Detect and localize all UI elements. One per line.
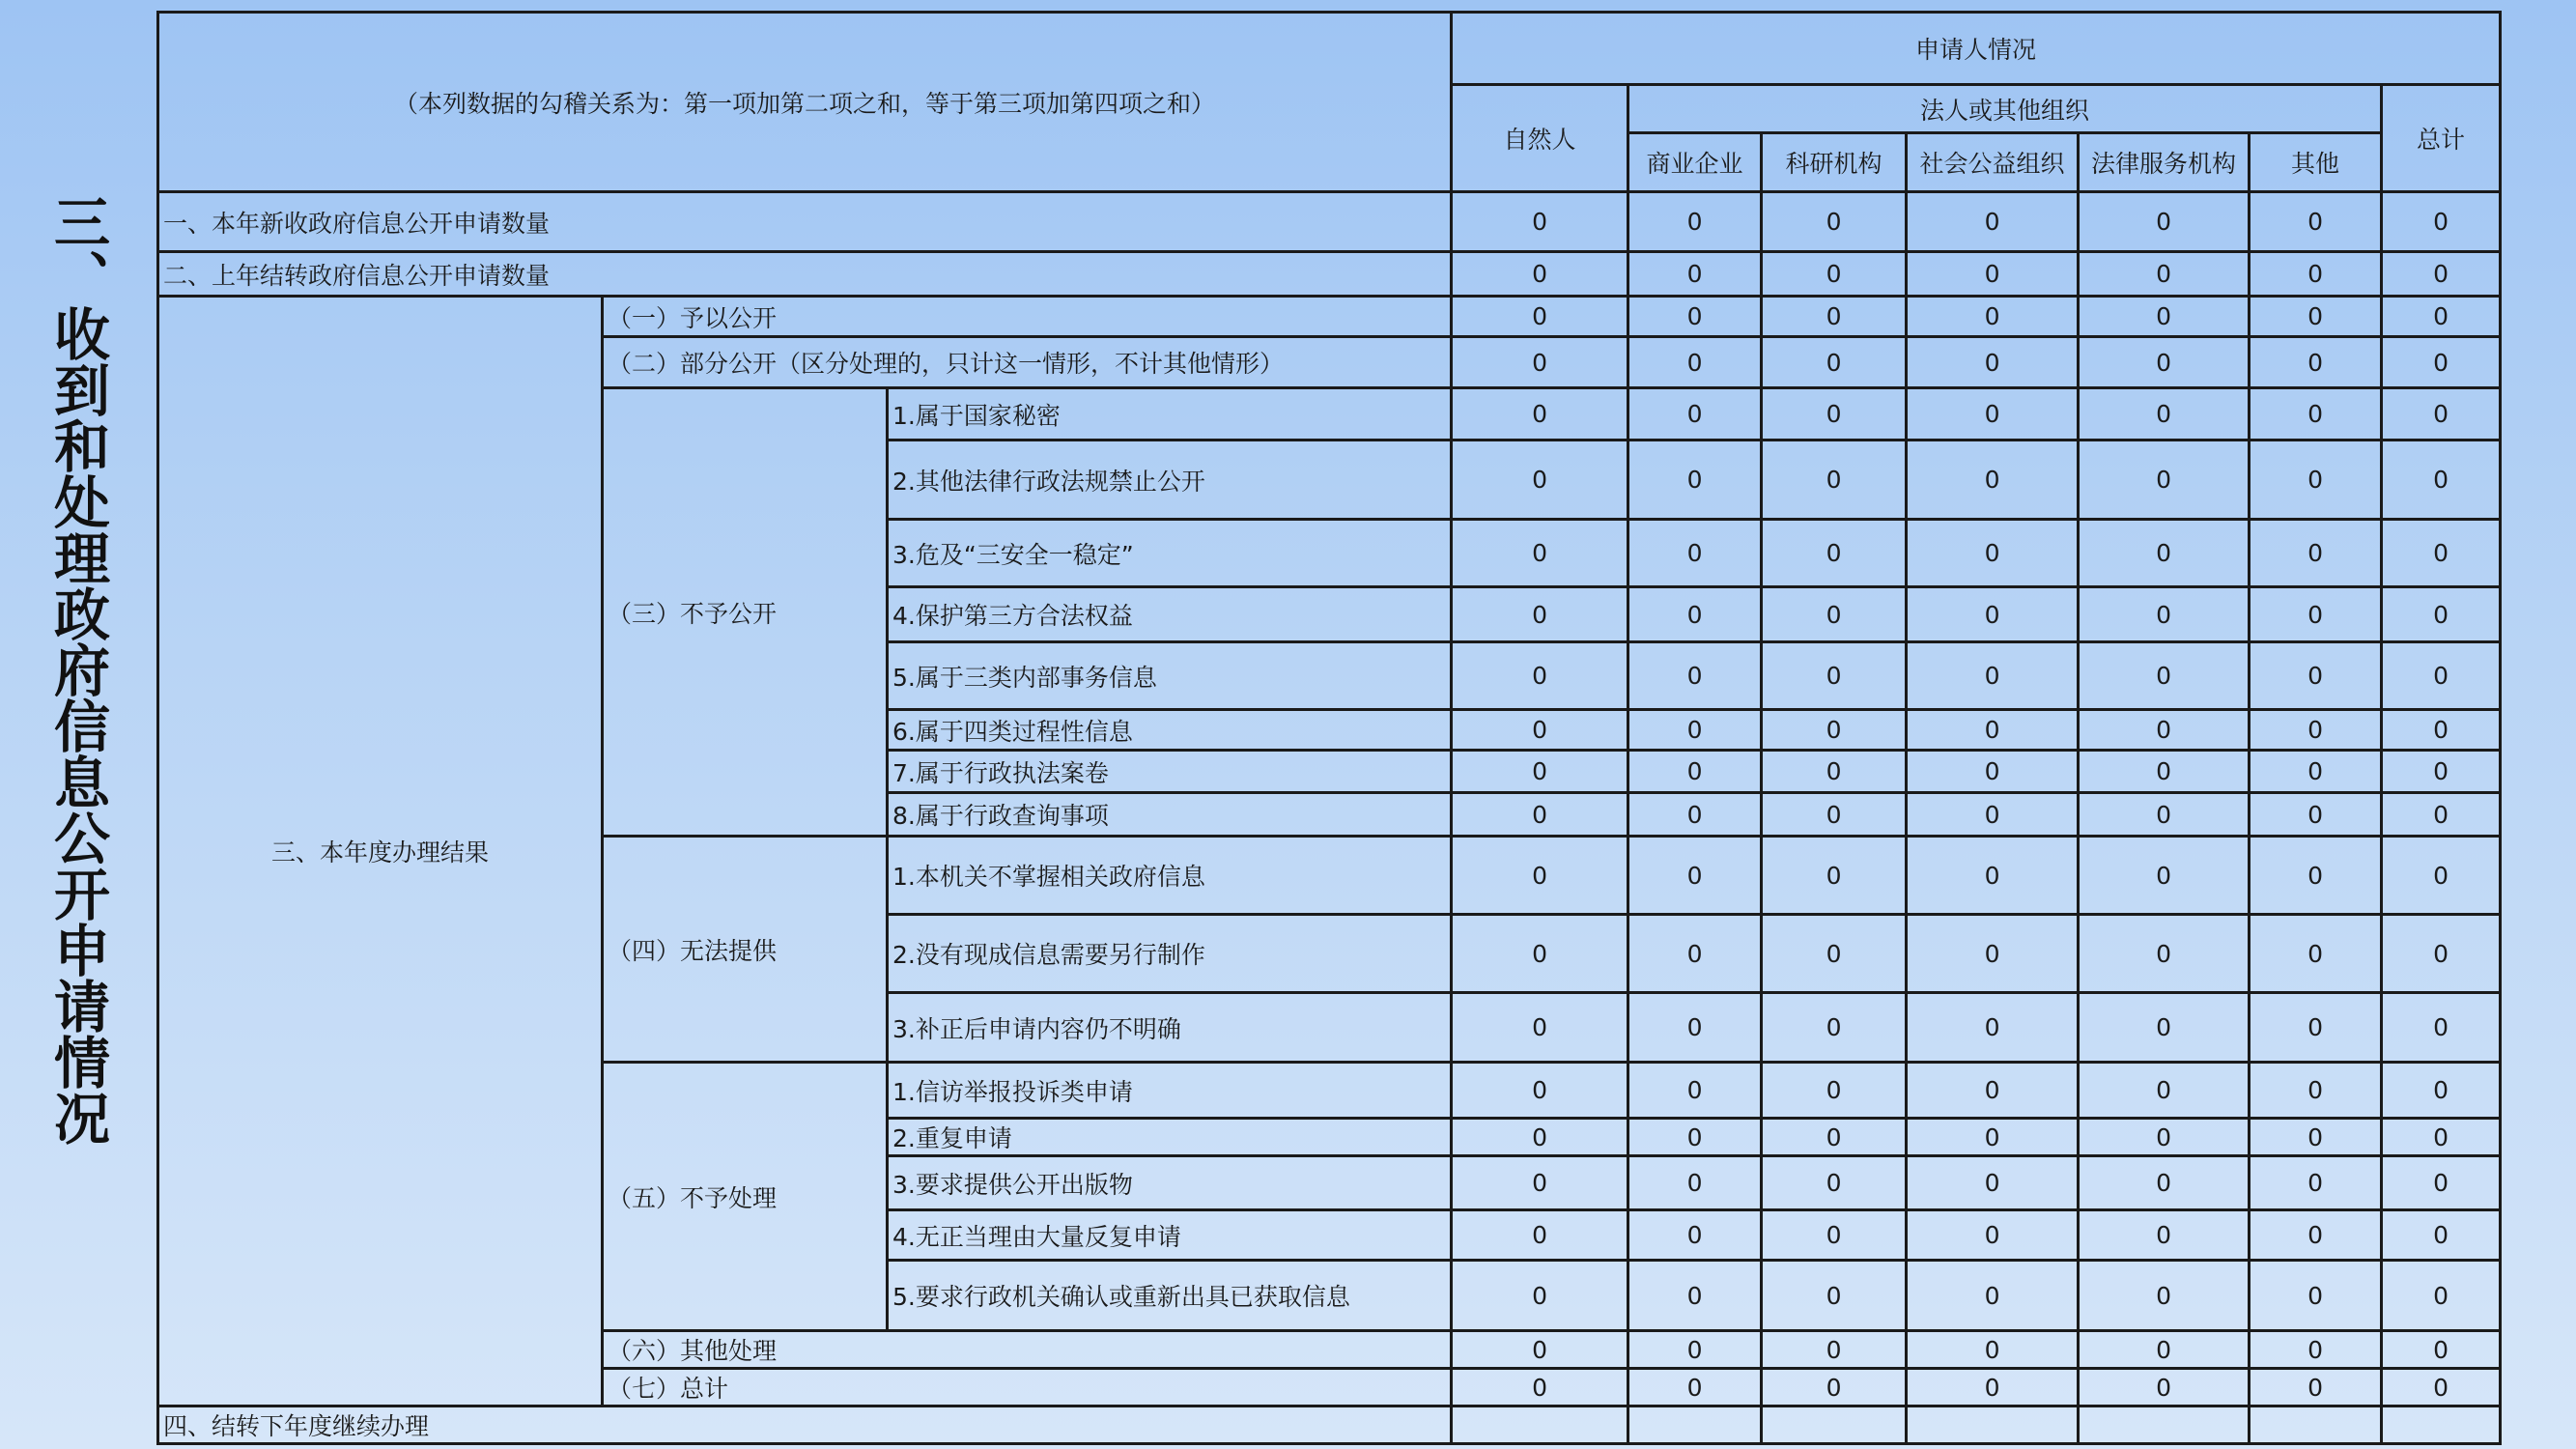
col-research: 科研机构: [1762, 133, 1907, 192]
item-label: 2.其他法律行政法规禁止公开: [888, 440, 1452, 520]
value-cell: 0: [1762, 337, 1907, 388]
value-cell: 0: [2079, 915, 2250, 993]
value-cell: 0: [2079, 587, 2250, 642]
value-cell: 0: [1628, 1063, 1762, 1119]
item-label: 3.要求提供公开出版物: [888, 1156, 1452, 1210]
item-label: 3.危及“三安全一稳定”: [888, 520, 1452, 587]
value-cell: 0: [1907, 1119, 2079, 1156]
value-cell: 0: [1762, 1261, 1907, 1331]
value-cell: 0: [1907, 793, 2079, 837]
value-cell: 0: [1452, 710, 1628, 751]
value-cell: 0: [2382, 587, 2501, 642]
value-cell: 0: [1628, 793, 1762, 837]
table-row: [158, 252, 2501, 297]
item-label: 8.属于行政查询事项: [888, 793, 1452, 837]
value-cell: 0: [1762, 837, 1907, 915]
value-cell: 0: [2382, 1261, 2501, 1331]
category-label: （六）其他处理: [603, 1331, 1452, 1369]
value-cell: 0: [1628, 587, 1762, 642]
value-cell: 0: [1452, 252, 1628, 297]
value-cell: 0: [1452, 297, 1628, 337]
value-cell: 0: [1628, 1331, 1762, 1369]
value-cell: 0: [2250, 1156, 2382, 1210]
group-label: （五）不予处理: [603, 1063, 888, 1331]
total-header: 总计: [2382, 85, 2501, 192]
value-cell: [1762, 1406, 1907, 1444]
value-cell: 0: [1452, 915, 1628, 993]
value-cell: 0: [1628, 1210, 1762, 1261]
value-cell: 0: [2079, 1119, 2250, 1156]
value-cell: 0: [2250, 252, 2382, 297]
value-cell: 0: [2079, 710, 2250, 751]
item-label: 5.要求行政机关确认或重新出具已获取信息: [888, 1261, 1452, 1331]
value-cell: 0: [2079, 337, 2250, 388]
value-cell: 0: [2250, 587, 2382, 642]
value-cell: 0: [2250, 793, 2382, 837]
value-cell: 0: [2382, 993, 2501, 1063]
value-cell: 0: [2250, 751, 2382, 793]
value-cell: [1907, 1406, 2079, 1444]
value-cell: 0: [1628, 440, 1762, 520]
value-cell: 0: [2382, 642, 2501, 710]
value-cell: 0: [1628, 337, 1762, 388]
value-cell: 0: [1762, 642, 1907, 710]
value-cell: 0: [2079, 440, 2250, 520]
value-cell: 0: [1907, 388, 2079, 440]
value-cell: 0: [1628, 642, 1762, 710]
section-title: 三、收到和处理政府信息公开申请情况: [44, 193, 110, 1146]
value-cell: 0: [1452, 751, 1628, 793]
natural-person-header: 自然人: [1452, 85, 1628, 192]
value-cell: [1628, 1406, 1762, 1444]
value-cell: 0: [1907, 252, 2079, 297]
value-cell: 0: [1907, 1063, 2079, 1119]
item-label: 4.保护第三方合法权益: [888, 587, 1452, 642]
item-label: 1.本机关不掌握相关政府信息: [888, 837, 1452, 915]
value-cell: 0: [2382, 1331, 2501, 1369]
value-cell: 0: [2079, 1156, 2250, 1210]
value-cell: 0: [2250, 520, 2382, 587]
item-label: 5.属于三类内部事务信息: [888, 642, 1452, 710]
value-cell: 0: [1452, 1369, 1628, 1406]
value-cell: 0: [1452, 587, 1628, 642]
value-cell: 0: [1762, 1369, 1907, 1406]
value-cell: 0: [1452, 793, 1628, 837]
value-cell: 0: [2250, 337, 2382, 388]
item-label: 2.重复申请: [888, 1119, 1452, 1156]
value-cell: 0: [2250, 1331, 2382, 1369]
column-note: （本列数据的勾稽关系为：第一项加第二项之和，等于第三项加第四项之和）: [158, 13, 1452, 192]
value-cell: 0: [2079, 252, 2250, 297]
table-row: [158, 1406, 2501, 1444]
header-row-1: [158, 13, 2501, 85]
legal-persons-header: 法人或其他组织: [1628, 85, 2382, 133]
value-cell: 0: [2382, 1210, 2501, 1261]
value-cell: 0: [1762, 388, 1907, 440]
value-cell: 0: [1452, 1261, 1628, 1331]
value-cell: 0: [2079, 837, 2250, 915]
value-cell: 0: [1628, 297, 1762, 337]
value-cell: 0: [1452, 388, 1628, 440]
value-cell: 0: [1907, 993, 2079, 1063]
value-cell: 0: [1762, 993, 1907, 1063]
value-cell: 0: [2250, 192, 2382, 252]
value-cell: 0: [1762, 1156, 1907, 1210]
item-label: 4.无正当理由大量反复申请: [888, 1210, 1452, 1261]
value-cell: 0: [1762, 520, 1907, 587]
col-public-welfare: 社会公益组织: [1907, 133, 2079, 192]
category-label: （二）部分公开（区分处理的，只计这一情形，不计其他情形）: [603, 337, 1452, 388]
col-other: 其他: [2250, 133, 2382, 192]
table-body: [158, 13, 2501, 1444]
value-cell: 0: [1452, 520, 1628, 587]
value-cell: [1452, 1406, 1628, 1444]
value-cell: 0: [2382, 192, 2501, 252]
value-cell: 0: [2382, 837, 2501, 915]
value-cell: 0: [1762, 1210, 1907, 1261]
value-cell: 0: [2250, 1261, 2382, 1331]
value-cell: 0: [2250, 642, 2382, 710]
value-cell: 0: [2382, 915, 2501, 993]
value-cell: 0: [1907, 915, 2079, 993]
value-cell: 0: [2250, 915, 2382, 993]
item-label: 2.没有现成信息需要另行制作: [888, 915, 1452, 993]
value-cell: 0: [1628, 1119, 1762, 1156]
value-cell: 0: [1628, 915, 1762, 993]
item-label: 3.补正后申请内容仍不明确: [888, 993, 1452, 1063]
value-cell: 0: [1907, 337, 2079, 388]
value-cell: 0: [2079, 993, 2250, 1063]
value-cell: 0: [2250, 993, 2382, 1063]
group-label: （四）无法提供: [603, 837, 888, 1063]
value-cell: 0: [1907, 1156, 2079, 1210]
value-cell: 0: [1907, 587, 2079, 642]
value-cell: 0: [2382, 1369, 2501, 1406]
col-commercial: 商业企业: [1628, 133, 1762, 192]
value-cell: 0: [2250, 1369, 2382, 1406]
value-cell: 0: [2079, 1261, 2250, 1331]
value-cell: 0: [1628, 520, 1762, 587]
value-cell: 0: [2382, 710, 2501, 751]
value-cell: 0: [2250, 710, 2382, 751]
value-cell: 0: [2079, 1063, 2250, 1119]
value-cell: 0: [2079, 520, 2250, 587]
item-label: 1.属于国家秘密: [888, 388, 1452, 440]
value-cell: 0: [1452, 993, 1628, 1063]
value-cell: 0: [2382, 388, 2501, 440]
table-row: [158, 192, 2501, 252]
value-cell: 0: [2250, 1210, 2382, 1261]
value-cell: 0: [1452, 1156, 1628, 1210]
value-cell: 0: [2382, 520, 2501, 587]
value-cell: 0: [1628, 751, 1762, 793]
value-cell: 0: [2250, 297, 2382, 337]
application-statistics-table: [156, 11, 2502, 1445]
value-cell: 0: [1628, 252, 1762, 297]
value-cell: 0: [1452, 1119, 1628, 1156]
value-cell: 0: [1762, 297, 1907, 337]
item-label: 7.属于行政执法案卷: [888, 751, 1452, 793]
row-label: 四、结转下年度继续办理: [158, 1406, 1452, 1444]
value-cell: 0: [1907, 1261, 2079, 1331]
value-cell: 0: [2079, 1331, 2250, 1369]
col-legal-service: 法律服务机构: [2079, 133, 2250, 192]
value-cell: 0: [1452, 337, 1628, 388]
value-cell: 0: [1762, 915, 1907, 993]
value-cell: 0: [1762, 1063, 1907, 1119]
value-cell: 0: [2382, 1156, 2501, 1210]
value-cell: 0: [1452, 1210, 1628, 1261]
value-cell: 0: [2079, 1210, 2250, 1261]
value-cell: 0: [1762, 1331, 1907, 1369]
value-cell: 0: [2250, 837, 2382, 915]
value-cell: [2250, 1406, 2382, 1444]
value-cell: 0: [2382, 1119, 2501, 1156]
value-cell: 0: [1907, 642, 2079, 710]
value-cell: 0: [2382, 440, 2501, 520]
value-cell: 0: [1907, 440, 2079, 520]
value-cell: 0: [2382, 252, 2501, 297]
value-cell: 0: [1762, 587, 1907, 642]
value-cell: 0: [1628, 1369, 1762, 1406]
value-cell: 0: [1907, 1210, 2079, 1261]
value-cell: 0: [2382, 751, 2501, 793]
value-cell: 0: [2250, 388, 2382, 440]
value-cell: 0: [1762, 710, 1907, 751]
value-cell: 0: [2250, 1119, 2382, 1156]
value-cell: 0: [1907, 751, 2079, 793]
value-cell: 0: [1452, 440, 1628, 520]
value-cell: [2382, 1406, 2501, 1444]
value-cell: 0: [2079, 192, 2250, 252]
category-label: （一）予以公开: [603, 297, 1452, 337]
value-cell: 0: [1907, 1331, 2079, 1369]
category-label: （七）总计: [603, 1369, 1452, 1406]
value-cell: 0: [1452, 837, 1628, 915]
row-label: 二、上年结转政府信息公开申请数量: [158, 252, 1452, 297]
value-cell: 0: [2250, 440, 2382, 520]
value-cell: 0: [1452, 1063, 1628, 1119]
value-cell: 0: [2382, 793, 2501, 837]
value-cell: 0: [2079, 793, 2250, 837]
value-cell: 0: [1452, 192, 1628, 252]
table-row: [158, 297, 2501, 337]
value-cell: 0: [1452, 1331, 1628, 1369]
item-label: 6.属于四类过程性信息: [888, 710, 1452, 751]
value-cell: 0: [1762, 252, 1907, 297]
results-label: 三、本年度办理结果: [158, 297, 603, 1406]
value-cell: 0: [1907, 520, 2079, 587]
value-cell: 0: [1628, 192, 1762, 252]
value-cell: 0: [1452, 642, 1628, 710]
value-cell: 0: [2079, 388, 2250, 440]
value-cell: 0: [1762, 192, 1907, 252]
value-cell: 0: [2079, 1369, 2250, 1406]
value-cell: 0: [1907, 192, 2079, 252]
value-cell: 0: [1628, 1261, 1762, 1331]
value-cell: 0: [2079, 751, 2250, 793]
value-cell: 0: [1907, 710, 2079, 751]
value-cell: 0: [2382, 297, 2501, 337]
value-cell: 0: [1907, 297, 2079, 337]
value-cell: 0: [2079, 642, 2250, 710]
item-label: 1.信访举报投诉类申请: [888, 1063, 1452, 1119]
value-cell: 0: [1628, 388, 1762, 440]
row-label: 一、本年新收政府信息公开申请数量: [158, 192, 1452, 252]
group-label: （三）不予公开: [603, 388, 888, 837]
value-cell: 0: [2079, 297, 2250, 337]
applicant-header: 申请人情况: [1452, 13, 2501, 85]
value-cell: 0: [1762, 440, 1907, 520]
value-cell: 0: [1762, 751, 1907, 793]
value-cell: 0: [2250, 1063, 2382, 1119]
value-cell: 0: [1628, 1156, 1762, 1210]
value-cell: 0: [1628, 993, 1762, 1063]
value-cell: 0: [1907, 837, 2079, 915]
value-cell: 0: [2382, 1063, 2501, 1119]
value-cell: 0: [2382, 337, 2501, 388]
value-cell: 0: [1762, 1119, 1907, 1156]
value-cell: [2079, 1406, 2250, 1444]
value-cell: 0: [1628, 837, 1762, 915]
value-cell: 0: [1628, 710, 1762, 751]
value-cell: 0: [1907, 1369, 2079, 1406]
value-cell: 0: [1762, 793, 1907, 837]
